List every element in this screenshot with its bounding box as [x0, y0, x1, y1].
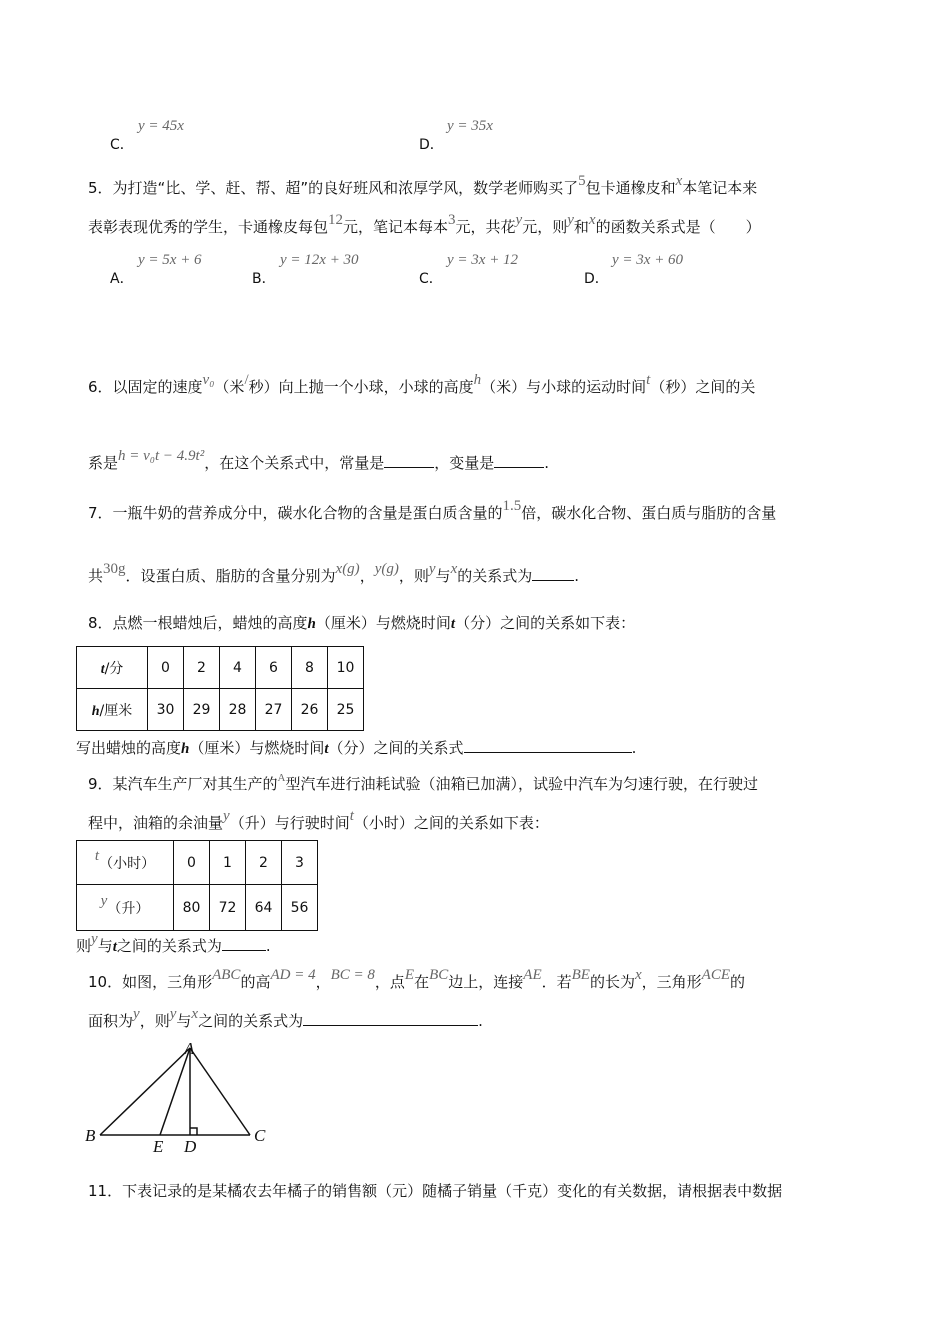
text-segment: 5: [578, 173, 586, 189]
option-label: D．: [419, 137, 444, 153]
text-segment: ，则: [398, 567, 429, 585]
text-segment: 10: [328, 647, 364, 689]
text-segment: 与: [435, 567, 451, 585]
vertex-label-a: A: [184, 1039, 195, 1058]
text-segment: 则: [76, 937, 92, 955]
option-formula: y = 45x: [138, 118, 184, 134]
answer-blank[interactable]: [222, 936, 266, 951]
text-segment: 之间的关系式为: [116, 937, 222, 955]
text-segment: AE: [523, 967, 542, 983]
q9-table: [76, 840, 318, 931]
text-segment: 80: [174, 885, 210, 931]
text-segment: 30: [148, 689, 184, 731]
text-segment: 本笔记本来: [682, 179, 758, 197]
text-segment: 秒）向上抛一个小球，小球的高度: [248, 378, 474, 396]
text-segment: 0: [174, 841, 210, 885]
text-segment: x: [191, 1006, 199, 1022]
text-segment: ，三角形: [641, 973, 702, 991]
text-segment: y: [169, 1006, 177, 1022]
text-segment: BE: [571, 967, 590, 983]
option-formula: y = 3x + 12: [447, 252, 519, 268]
text-segment: 包卡通橡皮和: [585, 179, 676, 197]
text-segment: ，变量是: [434, 454, 495, 472]
answer-blank[interactable]: [303, 1011, 478, 1026]
text-segment: h = v₀t − 4.9t²: [118, 448, 205, 464]
option-formula: y = 35x: [447, 118, 493, 134]
text-segment: 元，则: [522, 218, 568, 236]
option-formula: y = 5x + 6: [138, 252, 202, 268]
text-segment: y: [428, 561, 436, 577]
q8-after: [76, 738, 636, 759]
text-segment: ，在这个关系式中，常量是: [204, 454, 385, 472]
text-segment: ．若: [541, 973, 572, 991]
text-segment: 64: [246, 885, 282, 931]
text-segment: h: [91, 703, 100, 719]
text-segment: /: [244, 372, 249, 388]
text-segment: y: [91, 931, 98, 947]
text-segment: t: [450, 616, 456, 632]
q7-line2: [88, 561, 580, 587]
text-segment: 7．一瓶牛奶的营养成分中，碳水化合物的含量是蛋白质含量的: [88, 504, 503, 522]
text-segment: y: [515, 212, 523, 228]
q6-line1: [88, 372, 756, 398]
text-segment: （升）: [107, 900, 150, 917]
text-segment: 4: [220, 647, 256, 689]
option-label: C．: [110, 137, 134, 153]
text-segment: ．设蛋白质、脂肪的含量分别为: [125, 567, 336, 585]
q9-after: [76, 931, 271, 957]
text-segment: t: [100, 661, 105, 677]
text-segment: ，则: [139, 1012, 170, 1030]
text-segment: 6．以固定的速度: [88, 378, 203, 396]
text-segment: （米: [214, 378, 245, 396]
text-segment: 8: [292, 647, 328, 689]
text-segment: 元，笔记本每本: [343, 218, 449, 236]
text-segment: 的关系式为: [457, 567, 533, 585]
answer-blank[interactable]: [494, 453, 544, 468]
q8-line1: [88, 613, 635, 634]
text-segment: y: [567, 212, 574, 228]
text-segment: y(g): [374, 561, 399, 577]
table-row: [77, 841, 318, 885]
point-label-d: D: [184, 1137, 197, 1153]
text-segment: 56: [282, 885, 318, 931]
text-segment: 1.5: [502, 498, 522, 514]
point-label-e: E: [153, 1137, 164, 1153]
text-segment: 表彰表现优秀的学生，卡通橡皮每包: [88, 218, 329, 236]
text-segment: x: [588, 212, 596, 228]
text-segment: A: [277, 772, 286, 784]
option-formula: y = 3x + 60: [612, 252, 684, 268]
text-segment: 2: [246, 841, 282, 885]
text-segment: 系是: [88, 454, 119, 472]
text-segment: ACE: [701, 967, 730, 983]
option-label: B．: [252, 271, 276, 287]
text-segment: 的高: [240, 973, 271, 991]
text-segment: （厘米）与燃烧时间: [189, 739, 325, 757]
text-segment: 写出蜡烛的高度: [76, 739, 182, 757]
text-segment: x(g): [335, 561, 360, 577]
text-segment: （小时）: [99, 855, 156, 872]
text-segment: （分）之间的关系式: [328, 739, 464, 757]
text-segment: 与: [176, 1012, 192, 1030]
text-segment: 28: [220, 689, 256, 731]
text-segment: （小时）之间的关系如下表：: [353, 814, 549, 832]
option-label: D．: [584, 271, 609, 287]
text-segment: BC = 8: [330, 967, 375, 983]
text-segment: （米）与小球的运动时间: [481, 378, 647, 396]
table-row: [77, 647, 364, 689]
option-formula: y = 12x + 30: [280, 252, 359, 268]
text-segment: ，: [359, 567, 375, 585]
text-segment: t: [324, 741, 329, 757]
text-segment: v₀: [202, 372, 215, 388]
text-segment: .: [265, 937, 271, 955]
text-segment: h: [181, 741, 190, 757]
table-row: [77, 885, 318, 931]
text-segment: t: [94, 847, 100, 864]
text-segment: 倍，碳水化合物、蛋白质与脂肪的含量: [521, 504, 777, 522]
text-segment: /厘米: [99, 702, 133, 719]
text-segment: 的长为: [589, 973, 635, 991]
text-segment: 程中，油箱的余油量: [88, 814, 224, 832]
text-segment: x: [634, 967, 642, 983]
q6-line2: [88, 448, 550, 474]
option-label: A．: [110, 271, 134, 287]
q9-line2: [88, 808, 549, 834]
text-segment: 72: [210, 885, 246, 931]
triangle-figure: [80, 1038, 280, 1153]
answer-blank[interactable]: [464, 738, 632, 753]
text-segment: 的: [730, 973, 746, 991]
text-segment: x: [675, 173, 683, 189]
text-segment: h: [473, 372, 482, 388]
table-row: [77, 689, 364, 731]
answer-blank[interactable]: [384, 453, 434, 468]
text-segment: 边上，连接: [448, 973, 524, 991]
text-segment: 10．如图，三角形: [88, 973, 213, 991]
text-segment: 与: [97, 937, 113, 955]
text-segment: x: [450, 561, 458, 577]
q10-line1: [88, 967, 746, 993]
text-segment: 1: [210, 841, 246, 885]
q9-line1: [88, 774, 758, 796]
text-segment: .: [478, 1012, 483, 1030]
text-segment: E: [404, 967, 415, 983]
text-segment: （秒）之间的关: [650, 378, 756, 396]
text-segment: 9．某汽车生产厂对其生产的: [88, 775, 278, 793]
text-segment: t: [646, 372, 651, 388]
text-segment: （升）与行驶时间: [229, 814, 350, 832]
text-segment: .: [544, 454, 550, 472]
text-segment: 12: [328, 212, 344, 228]
q5-line2: [88, 212, 761, 238]
text-segment: 和: [573, 218, 589, 236]
q8-table: [76, 646, 364, 731]
text-segment: 共: [88, 567, 104, 585]
text-segment: BC: [429, 967, 449, 983]
text-segment: 27: [256, 689, 292, 731]
q10-line2: [88, 1006, 483, 1032]
q11-line1: 11．下表记录的是某橘农去年橘子的销售额（元）随橘子销量（千克）变化的有关数据，请根据表中数据: [88, 1182, 783, 1200]
text-segment: h: [307, 616, 316, 632]
text-segment: 0: [148, 647, 184, 689]
text-segment: y: [133, 1006, 140, 1022]
text-segment: AD = 4: [270, 967, 316, 983]
text-segment: 型汽车进行油耗试验（油箱已加满），试验中汽车为匀速行驶，在行驶过: [285, 775, 759, 793]
text-segment: 之间的关系式为: [198, 1012, 304, 1030]
vertex-label-b: B: [85, 1126, 96, 1145]
text-segment: /分: [104, 660, 124, 677]
vertex-label-c: C: [254, 1126, 266, 1145]
text-segment: 8．点燃一根蜡烛后，蜡烛的高度: [88, 614, 308, 632]
text-segment: 面积为: [88, 1012, 134, 1030]
text-segment: .: [631, 739, 637, 757]
answer-blank[interactable]: [532, 566, 574, 581]
text-segment: .: [574, 567, 580, 585]
text-segment: 25: [328, 689, 364, 731]
text-segment: 5．为打造“比、学、赶、帮、超”的良好班风和浓厚学风，数学老师购买了: [88, 179, 579, 197]
q5-line1: [88, 173, 758, 199]
text-segment: 26: [292, 689, 328, 731]
text-segment: t: [112, 939, 117, 955]
text-segment: 在: [414, 973, 430, 991]
text-segment: y: [100, 892, 108, 909]
text-segment: y: [223, 808, 230, 824]
text-segment: 2: [184, 647, 220, 689]
option-label: C．: [419, 271, 443, 287]
text-segment: 的函数关系式是（ ）: [595, 218, 761, 236]
text-segment: 6: [256, 647, 292, 689]
text-segment: ，点: [374, 973, 405, 991]
text-segment: 30g: [103, 561, 126, 577]
text-segment: （分）之间的关系如下表：: [455, 614, 636, 632]
text-segment: （厘米）与燃烧时间: [315, 614, 451, 632]
q7-line1: [88, 498, 777, 524]
text-segment: 3: [282, 841, 318, 885]
text-segment: ，: [315, 973, 331, 991]
text-segment: 3: [448, 212, 456, 228]
text-segment: ABC: [212, 967, 241, 983]
text-segment: t: [349, 808, 354, 824]
text-segment: 元，共花: [455, 218, 516, 236]
text-segment: 29: [184, 689, 220, 731]
